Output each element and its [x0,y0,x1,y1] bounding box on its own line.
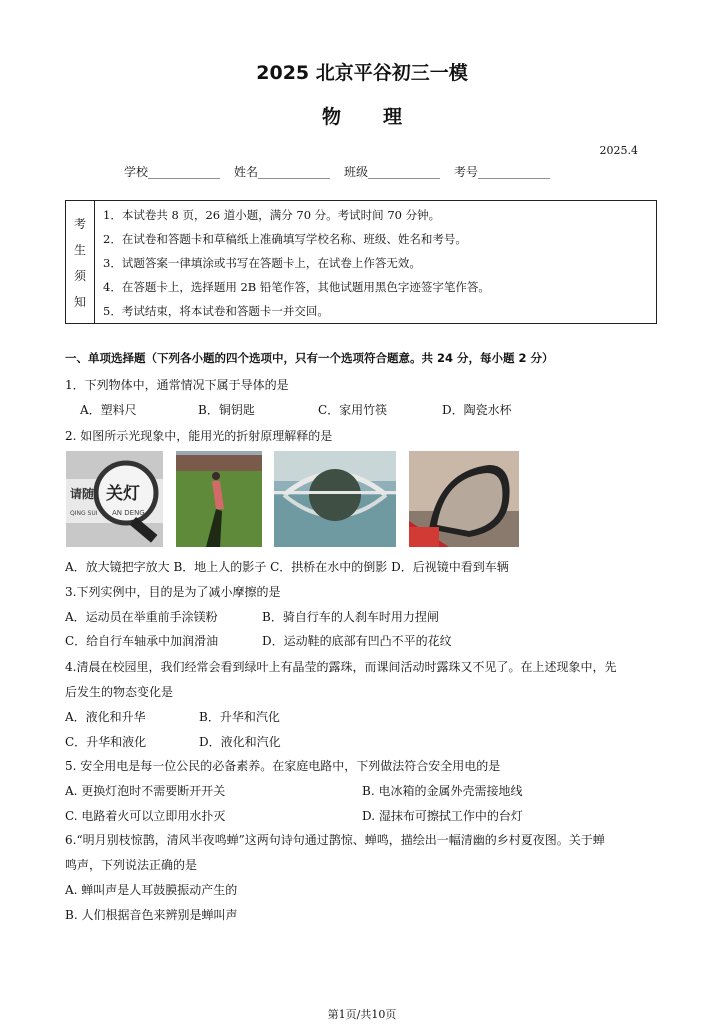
notice-item: 4．在答题卡上，选择题用 2B 铅笔作答，其他试题用黑色字迹签字笔作答。 [103,280,490,294]
question-2-options: A．放大镜把字放大 B．地上人的影子 C．拱桥在水中的倒影 D．后视镜中看到车辆 [65,560,509,574]
magnifier-illustration [66,451,163,547]
option: D．运动鞋的底部有凹凸不平的花纹 [262,634,452,648]
exam-title: 2025 北京平谷初三一模 [256,62,468,84]
question-3-stem: 3.下列实例中，目的是为了减小摩擦的是 [65,585,281,599]
shadow-illustration [176,451,262,547]
option: B．升华和汽化 [199,710,280,724]
question-4-options-row1 [0,708,724,724]
notice-item: 3．试题答案一律填涂或书写在答题卡上，在试卷上作答无效。 [103,256,421,270]
page-number: 第1页/共10页 [327,1008,397,1021]
question-2-stem: 2. 如图所示光现象中，能用光的折射原理解释的是 [65,429,333,443]
option: D．陶瓷水杯 [442,403,512,417]
svg-text:AN DENG: AN DENG [112,509,145,517]
student-info-fields [124,163,550,180]
question-1-options [0,401,724,417]
option: A. 更换灯泡时不需要断开开关 [65,784,226,798]
question-5-options-row2 [0,807,724,823]
question-5-stem: 5. 安全用电是每一位公民的必备素养。在家庭电路中，下列做法符合安全用电的是 [65,759,501,773]
option: B．铜钥匙 [198,403,255,417]
exam-date: 2025.4 [599,144,638,157]
bridge-illustration [274,451,396,547]
question-5-options-row1 [0,782,724,798]
question-6-option: B. 人们根据音色来辨别是蝉叫声 [65,908,238,922]
question-4-stem-cont: 后发生的物态变化是 [65,685,174,699]
magnifier-photo [66,451,163,547]
question-3-options-row1 [0,608,724,624]
question-3-options-row2 [0,632,724,648]
question-6-stem-cont: 鸣声，下列说法正确的是 [65,858,198,872]
subject-title: 物理 [321,106,444,128]
question-4-options-row2 [0,733,724,749]
mirror-illustration [409,451,519,547]
question-4-stem: 4.清晨在校园里，我们经常会看到绿叶上有晶莹的露珠，而课间活动时露珠又不见了。在上述现象中，先 [65,660,617,674]
class-field: 班级____________ [344,165,441,179]
exam-notice-box [65,200,657,324]
notice-item: 1．本试卷共 8 页，26 道小题，满分 70 分。考试时间 70 分钟。 [103,208,441,222]
option: B．骑自行车的人刹车时用力捏闸 [262,610,439,624]
mirror-photo [409,451,519,547]
option: C．家用竹筷 [318,403,388,417]
question-6-stem: 6.“明月别枝惊鹊，清风半夜鸣蝉”这两句诗句通过鹊惊、蝉鸣，描绘出一幅清幽的乡村夏夜图。关于蝉 [65,833,605,847]
bridge-photo [274,451,396,547]
notice-item: 2．在试卷和答题卡和草稿纸上准确填写学校名称、班级、姓名和考号。 [103,232,467,246]
section-heading: 一、单项选择题（下列各小题的四个选项中，只有一个选项符合题意。共 24 分，每小题 2 分） [65,351,554,365]
question-1-stem: 1．下列物体中，通常情况下属于导体的是 [65,378,289,392]
option: C．升华和液化 [65,735,147,749]
option: B. 电冰箱的金属外壳需接地线 [362,784,523,798]
option: A．运动员在举重前手涂镁粉 [65,610,218,624]
shadow-photo [176,451,262,547]
option: D. 湿抹布可擦拭工作中的台灯 [362,809,523,823]
option: C．给自行车轴承中加润滑油 [65,634,219,648]
notice-item: 5．考试结束，将本试卷和答题卡一并交回。 [103,304,329,318]
svg-text:QING SUI: QING SUI [70,510,98,517]
option: D．液化和汽化 [199,735,281,749]
exam-number-field: 考号____________ [454,165,551,179]
option: A．塑料尺 [80,403,137,417]
sign-text: 请随 [70,487,95,501]
question-6-option: A. 蝉叫声是人耳鼓膜振动产生的 [65,883,238,897]
school-field: 学校____________ [124,165,221,179]
sign-magnified-text: 关灯 [106,484,140,504]
name-field: 姓名____________ [234,165,331,179]
notice-label: 考 生 须 知 [66,201,95,323]
option: A．液化和升华 [65,710,146,724]
option: C. 电路着火可以立即用水扑灭 [65,809,226,823]
